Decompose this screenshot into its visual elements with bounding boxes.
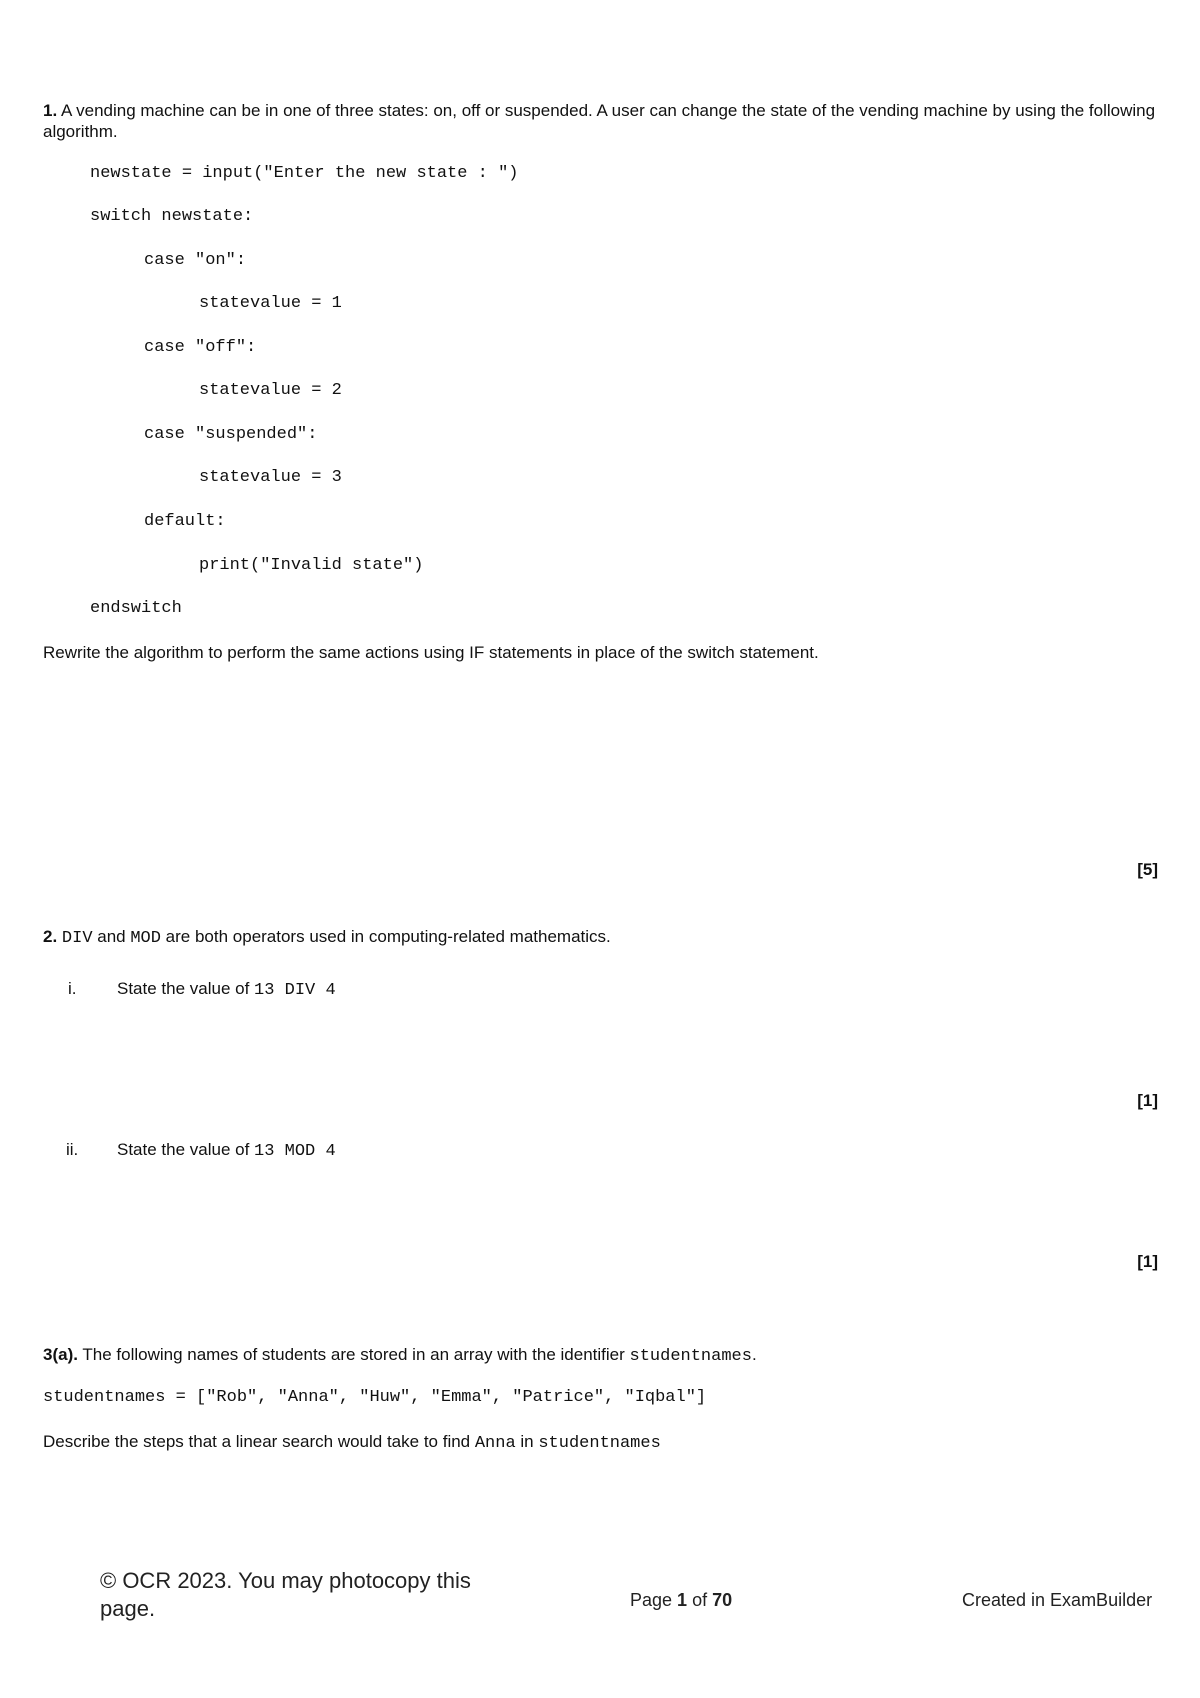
part-label: ii. [66,1140,79,1159]
code-line: endswitch [90,599,182,618]
part-label: i. [68,979,77,998]
marks-label: [1] [1137,1091,1158,1110]
page-prefix: Page [630,1590,678,1610]
question-number: 2. [43,927,58,946]
code-line: studentnames = ["Rob", "Anna", "Huw", "Emma", "Patrice", "Iqbal"] [43,1388,707,1407]
question-1-instruction: Rewrite the algorithm to perform the same actions using IF statements in place of the switch statement. [43,643,819,662]
code-line: case "on": [144,251,247,270]
question-text: A vending machine can be in one of three states: on, off or suspended. A user can change the state of the vending machine by using the following algorithm. [43,101,1156,141]
code-line: newstate = input("Enter the new state : ") [90,164,519,183]
question-1-intro [43,100,1163,142]
page-of: of [687,1590,713,1610]
code-line: statevalue = 2 [199,381,342,400]
identifier: studentnames [538,1434,661,1453]
code-line: print("Invalid state") [199,556,424,575]
part-prompt: State the value of [117,1140,255,1159]
code-line: statevalue = 1 [199,294,342,313]
punctuation: . [751,1345,757,1364]
code-line: case "suspended": [144,425,318,444]
part-expression: 13 MOD 4 [254,1142,336,1161]
question-2-intro [43,926,611,949]
code-line: switch newstate: [90,207,254,226]
marks-label: [1] [1137,1252,1158,1271]
page-current: 1 [677,1590,688,1610]
page-total: 70 [712,1590,733,1610]
question-text: The following names of students are stored in an array with the identifier [77,1345,630,1364]
part-text [117,1139,336,1162]
operator-mod: MOD [130,929,161,948]
question-number: 3(a). [43,1345,78,1364]
question-text: Describe the steps that a linear search would take to find [43,1432,475,1451]
part-prompt: State the value of [117,979,255,998]
question-3a-desc [43,1431,661,1454]
question-number: 1. [43,101,58,120]
code-line: default: [144,512,226,531]
part-expression: 13 DIV 4 [254,981,336,1000]
question-text: and [92,927,131,946]
footer-created: Created in ExamBuilder [962,1590,1153,1610]
footer-copyright: © OCR 2023. You may photocopy this page. [100,1568,471,1621]
question-text: in [515,1432,539,1451]
question-3a-intro [43,1344,757,1367]
search-target: Anna [474,1434,516,1453]
code-line: statevalue = 3 [199,468,342,487]
part-text [117,978,336,1001]
identifier: studentnames [629,1347,752,1366]
question-text: are both operators used in computing-related mathematics. [160,927,611,946]
operator-div: DIV [61,929,93,948]
footer-page-number [630,1590,732,1611]
code-line: case "off": [144,338,257,357]
marks-label: [5] [1137,860,1158,879]
